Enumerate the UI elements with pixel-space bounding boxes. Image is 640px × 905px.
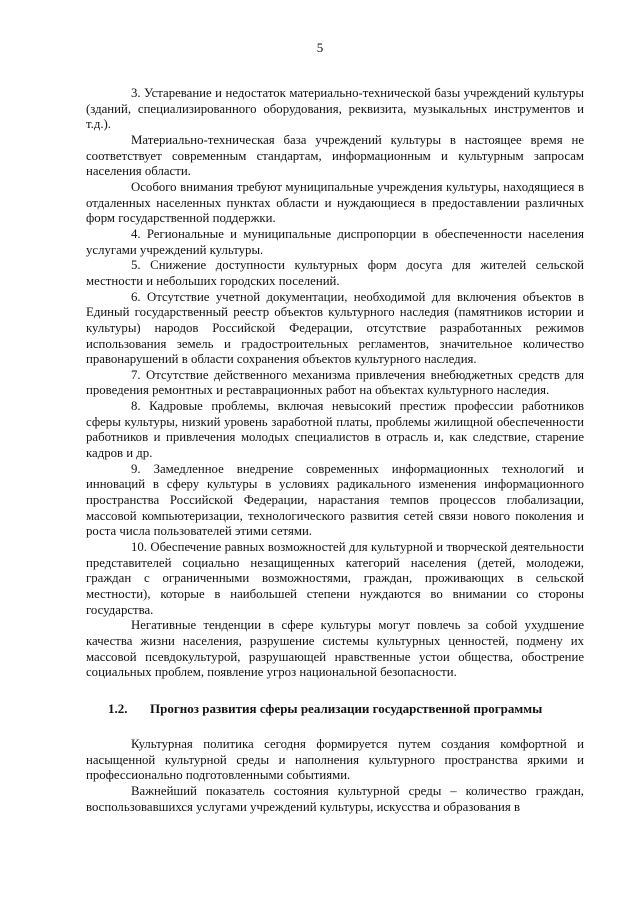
paragraph-negative-trends: Негативные тенденции в сфере культуры могут повлечь за собой ухудшение качества жизни населения, разрушение системы культурных ценностей, подмену их массовой псевдокультурой, разрушающей нравственные устои общества, обострение социальных проблем, появление угроз национальной безопасности.: [86, 618, 584, 680]
section-heading: [86, 701, 584, 717]
section-number: 1.2.: [108, 700, 128, 716]
section-title: Прогноз развития сферы реализации государственной программы: [150, 700, 543, 716]
paragraph-staffing-problems: 8. Кадровые проблемы, включая невысокий престиж профессии работников сферы культуры, низкий уровень заработной платы, проблемы жилищной обеспеченности работников и привлечения молодых специалистов в отрасль и, как следствие, старение кадров и др.: [86, 399, 584, 461]
document-body: [86, 86, 584, 815]
paragraph-information-technologies: 9. Замедленное внедрение современных информационных технологий и инноваций в сферу культуры в условиях радикального изменения информационного пространства Российской Федерации, нарастания темпов процессов глобализации, массовой компьютеризации, технологического развития сетей связи нового поколения и роста числа пользователей этими сетями.: [86, 461, 584, 539]
paragraph-regional-disproportions: 4. Региональные и муниципальные диспропорции в обеспеченности населения услугами учреждений культуры.: [86, 226, 584, 257]
paragraph-key-indicator: Важнейший показатель состояния культурной среды – количество граждан, воспользовавшихся услугами учреждений культуры, искусства и образования в: [86, 783, 584, 814]
paragraph-equal-opportunities: 10. Обеспечение равных возможностей для культурной и творческой деятельности представителей социально незащищенных категорий населения (детей, молодежи, граждан с ограниченными возможностями, граждан, проживающих в сельской местности), которые в наибольшей степени нуждаются во внимании со стороны государства.: [86, 540, 584, 617]
page-number: 5: [316, 40, 324, 55]
paragraph-material-base: Материально-техническая база учреждений культуры в настоящее время не соответствует современным стандартам, информационным и культурным запросам населения области.: [86, 132, 584, 179]
paragraph-municipal-institutions: Особого внимания требуют муниципальные учреждения культуры, находящиеся в отдаленных населенных пунктах области и нуждающиеся в предоставлении различных форм государственной поддержки.: [86, 179, 584, 226]
paragraph-cultural-policy: Культурная политика сегодня формируется путем создания комфортной и насыщенной культурной среды и наполнения культурного пространства яркими и профессионально подготовленными событиями.: [86, 736, 584, 783]
paragraph-heritage-documentation: 6. Отсутствие учетной документации, необходимой для включения объектов в Единый государственный реестр объектов культурного наследия (памятников истории и культуры) народов Российской Федерации, отсутствие разработанных режимов использования земель и градостроительных регламентов, значительное количество правонарушений в области сохранения объектов культурного наследия.: [86, 289, 584, 367]
paragraph-obsolete-equipment: 3. Устаревание и недостаток материально-технической базы учреждений культуры (зданий, специализированного оборудования, реквизита, музыкальных инструментов и т.д.).: [86, 86, 584, 132]
paragraph-extrabudgetary-funds: 7. Отсутствие действенного механизма привлечения внебюджетных средств для проведения ремонтных и реставрационных работ на объектах культурного наследия.: [86, 367, 584, 398]
paragraph-rural-access: 5. Снижение доступности культурных форм досуга для жителей сельской местности и небольших городских поселений.: [86, 258, 584, 288]
